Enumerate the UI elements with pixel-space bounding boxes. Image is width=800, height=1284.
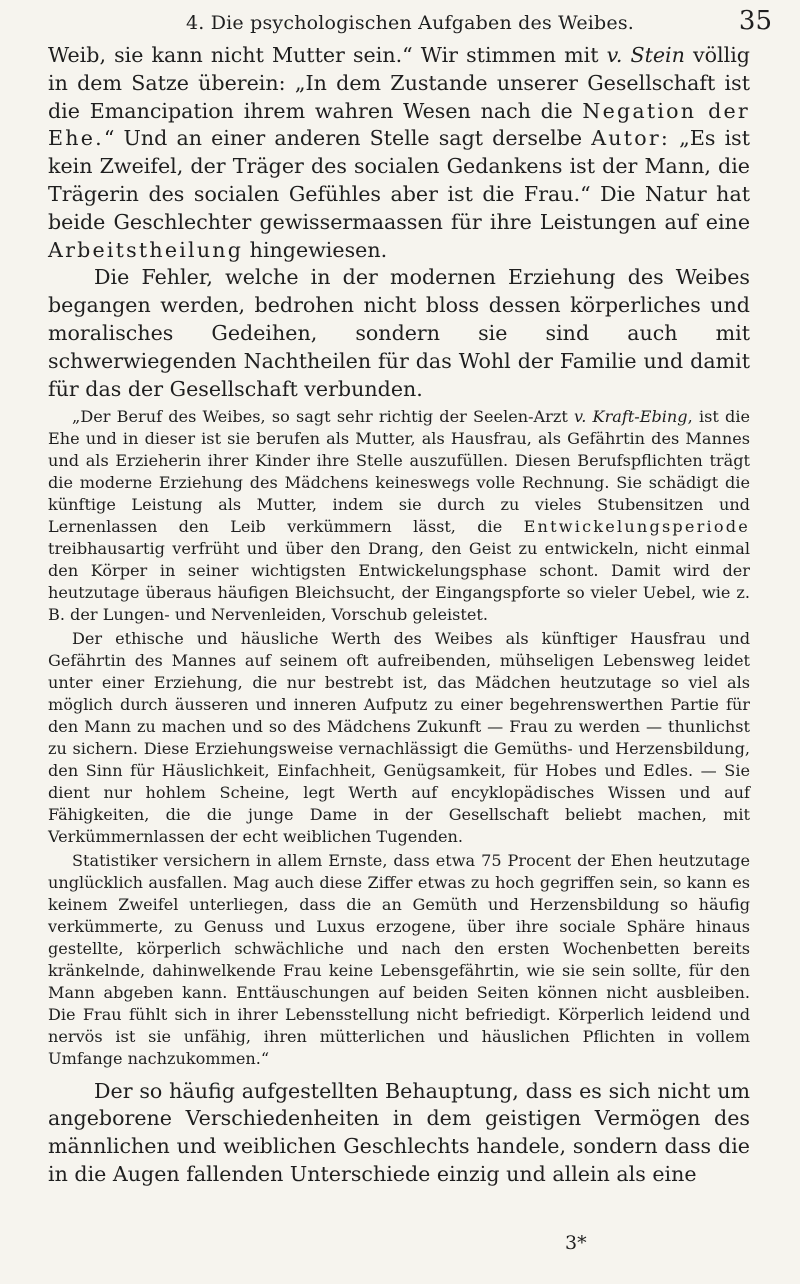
emphasis-spaced: Entwickelungsperiode [523, 516, 750, 536]
author-name: v. Stein [606, 43, 685, 67]
text-run: Weib, sie kann nicht Mutter sein.“ Wir stimmen mit [48, 43, 607, 67]
quote-paragraph-3: Statistiker versichern in allem Ernste, dass etwa 75 Procent der Ehen heutzutage unglücklich ausfallen. Mag auch diese Ziffer etwas zu hoch gegriffen sein, so kann es keinem Zweifel unterliegen, dass die an Gemüth und Herzensbildung so häufig verkümmerte, zu Genuss und Luxus erzogene, über ihre sociale Sphäre hinaus gestellte, körperlich schwächliche und nach den ersten Wochenbetten bereits kränkelnde, dahinwelkende Frau keine Lebensgefährtin, wie sie sein sollte, für den Mann abgeben kann. Enttäuschungen auf beiden Seiten können nicht ausbleiben. Die Frau fühlt sich in ihrer Lebensstellung nicht befriedigt. Körperlich leidend und nervös ist sie unfähig, ihren mütterlichen und häuslichen Pflichten in vollem Umfange nachzukommen.“ [48, 851, 750, 1068]
emphasis-spaced: Autor: [591, 126, 671, 151]
text-run: „Es ist kein Zweifel, der Träger des socialen Gedankens ist der Mann, die Trägerin des socialen Gefühles aber ist die Frau.“ Die Natur hat beide Geschlechter gewissermaassen für ihre Leistungen auf eine [48, 126, 750, 234]
emphasis-spaced: Arbeitstheilung [48, 237, 244, 262]
text-run: “ Und an einer anderen Stelle sagt derselbe [103, 126, 592, 151]
quote-paragraph-1 [48, 406, 750, 625]
paragraph-2: Die Fehler, welche in der modernen Erziehung des Weibes begangen werden, bedrohen nicht bloss dessen körperliches und moralisches Gedeihen, sondern sie sind auch mit schwerwiegenden Nachtheilen für das Wohl der Familie und damit für das der Gesellschaft verbunden. [48, 265, 750, 401]
paragraph-3: Der so häufig aufgestellten Behauptung, dass es sich nicht um angeborene Verschiedenheiten in dem geistigen Vermögen des männlichen und weiblichen Geschlechts handele, sondern dass die in die Augen fallenden Unterschiede einzig und allein als eine [48, 1078, 750, 1186]
author-name: v. Kraft-Ebing [574, 407, 688, 427]
text-run: völlig in dem Satze überein: „In dem Zustande unserer Gesellschaft ist die Emancipation ihrem wahren Wesen nach die [48, 43, 750, 123]
signature-mark: 3* [565, 1232, 587, 1254]
emphasis-spaced: Negation der Ehe. [48, 98, 750, 151]
text-run: , ist die Ehe und in dieser ist sie berufen als Mutter, als Hausfrau, als Gefährtin des Mannes und als Erzieherin ihrer Kinder ihre Stelle auszufüllen. Diesen Berufspflichten trägt die moderne Erziehung des Mädchens keineswegs volle Rechnung. Sie schädigt die künftige Leistung als Mutter, indem sie durch zu vieles Stubensitzen und Lernenlassen den Leib verkümmern lässt, die [48, 407, 751, 536]
running-title: 4. Die psychologischen Aufgaben des Weibes. [185, 12, 635, 34]
page-number: 35 [738, 6, 772, 36]
text-run: treibhausartig verfrüht und über den Drang, den Geist zu entwickeln, nicht einmal den Körper in seiner wichtigsten Entwickelungsphase schont. Damit wird der heutzutage überaus häufigen Bleichsucht, der Eingangspforte so vieler Uebel, wie z. B. der Lungen- und Nervenleiden, Vorschub geleistet. [48, 538, 750, 624]
quote-paragraph-2: Der ethische und häusliche Werth des Weibes als künftiger Hausfrau und Gefährtin des Mannes auf seinem oft aufreibenden, mühseligen Lebensweg leidet unter einer Erziehung, die nur bestrebt ist, das Mädchen heutzutage so viel als möglich durch äusseren und inneren Aufputz zu einer begehrenswerthen Partie für den Mann zu machen und so des Mädchens Zukunft — Frau zu werden — thunlichst zu sichern. Diese Erziehungsweise vernachlässigt die Gemüths- und Herzensbildung, den Sinn für Häuslichkeit, Einfachheit, Genügsamkeit, für Hobes und Edles. — Sie dient nur hohlem Scheine, legt Werth auf encyklopädisches Wissen und auf Fähigkeiten, die die junge Dame in der Gesellschaft beliebt machen, mit Verkümmernlassen der echt weiblichen Tugenden. [48, 629, 750, 846]
text-run: „Der Beruf des Weibes, so sagt sehr richtig der Seelen-Arzt [72, 407, 575, 427]
paragraph-1 [48, 42, 750, 264]
text-run: hingewiesen. [243, 237, 388, 262]
page-body [48, 42, 750, 1189]
page-header [48, 6, 772, 36]
